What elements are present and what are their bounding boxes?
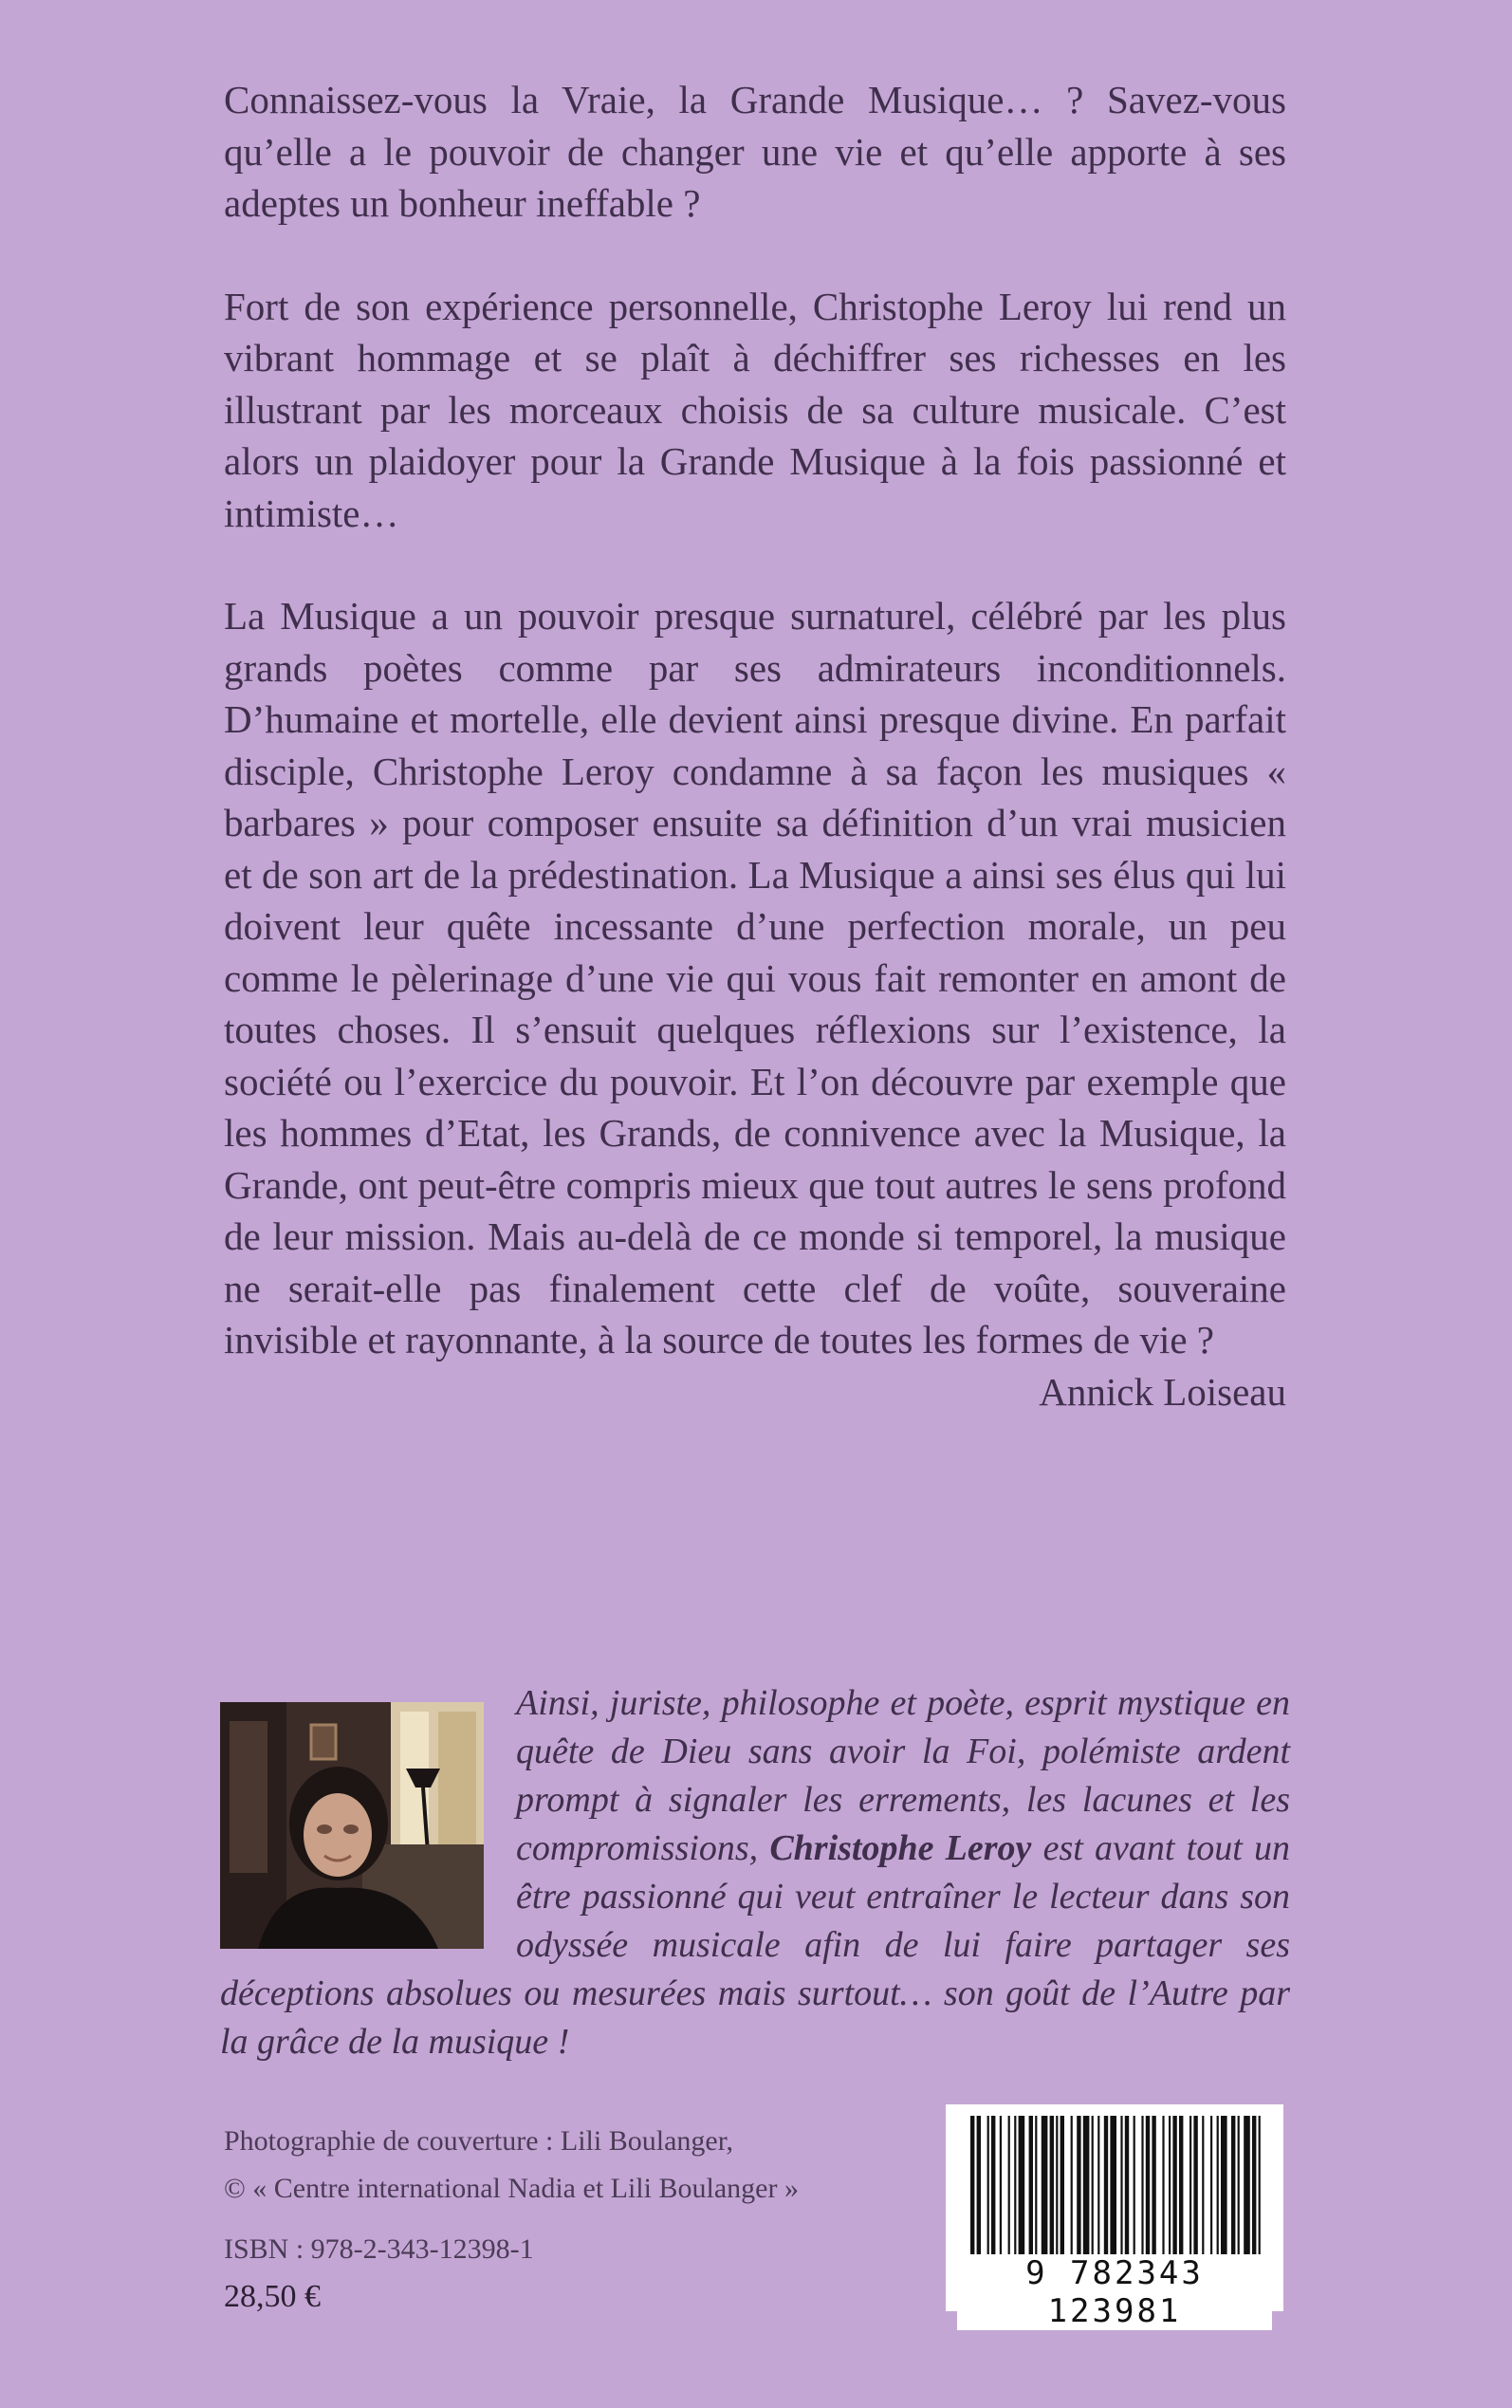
- barcode-bar: [1231, 2116, 1235, 2254]
- blurb-paragraph-1: Connaissez-vous la Vraie, la Grande Musique… ? Savez-vous qu’elle a le pouvoir de changer une vie et qu’elle apporte à ses adeptes un bonheur ineffable ?: [224, 78, 1286, 225]
- barcode-bar: [1110, 2116, 1116, 2254]
- blurb-paragraph-3: La Musique a un pouvoir presque surnaturel, célébré par les plus grands poètes comme par ses admirateurs inconditionnels. D’humaine et mortelle, elle devient ainsi presque divine. En parfait disciple, Christophe Leroy condamne à sa façon les musiques « barbares » pour composer ensuite sa définition d’un vrai musicien et de son art de la prédestination. La Musique a ainsi ses élus qui lui doivent leur quête incessante d’une perfection morale, un peu comme le pèlerinage d’une vie qui vous fait remonter en amont de toutes choses. Il s’ensuit quelques réflexions sur l’existence, la société ou l’exercice du pouvoir. Et l’on découvre par exemple que les hommes d’Etat, les Grands, de connivence avec la Musique, la Grande, ont peut-être compris mieux que tout autres le sens profond de leur mission. Mais au-delà de ce monde si temporel, la musique ne serait-elle pas finalement cette clef de voûte, souveraine invisible et rayonnante, à la source de toutes les formes de vie ?: [224, 594, 1286, 1361]
- author-name: Christophe Leroy: [769, 1828, 1032, 1868]
- barcode-bar: [1141, 2116, 1143, 2254]
- barcode-bar: [970, 2116, 974, 2254]
- barcode-bar: [1221, 2116, 1227, 2254]
- barcode-bar: [977, 2116, 981, 2254]
- author-portrait-image: [220, 1702, 484, 1949]
- barcode-bar: [1077, 2116, 1080, 2254]
- author-bio-section: [220, 1679, 1290, 2066]
- barcode-bar: [1092, 2116, 1094, 2254]
- barcode-bar: [1120, 2116, 1122, 2254]
- barcode-bar: [1152, 2116, 1155, 2254]
- barcode-bar: [1042, 2116, 1048, 2254]
- barcode-bar: [1202, 2116, 1204, 2254]
- barcode-bar: [1217, 2116, 1219, 2254]
- blurb-paragraph-2: Fort de son expérience personnelle, Christophe Leroy lui rend un vibrant hommage et se plaît à déchiffrer ses richesses en les illustrant par les morceaux choisis de sa culture musicale. C’est alors un plaidoyer pour la Grande Musique à la fois passionné et intimiste…: [224, 284, 1286, 535]
- blurb-signature: Annick Loiseau: [1039, 1369, 1286, 1414]
- barcode-bar: [1071, 2116, 1073, 2254]
- barcode-bar: [1244, 2116, 1250, 2254]
- barcode-bar: [1179, 2116, 1183, 2254]
- barcode-bar: [987, 2116, 989, 2254]
- barcode-bar: [1134, 2116, 1135, 2254]
- barcode-bar: [1019, 2116, 1025, 2254]
- barcode-bar: [1252, 2116, 1256, 2254]
- barcode-bar: [1083, 2116, 1090, 2254]
- barcode-bar: [1125, 2116, 1129, 2254]
- barcode-bar: [1050, 2116, 1054, 2254]
- barcode-bar: [1029, 2116, 1033, 2254]
- credits-section: [224, 2118, 907, 2321]
- barcode-digits: 9 782343 123981: [957, 2254, 1272, 2330]
- barcode-bar: [1035, 2116, 1037, 2254]
- barcode-bar: [1008, 2116, 1010, 2254]
- barcode-bar: [1104, 2116, 1108, 2254]
- barcode-bar: [1000, 2116, 1002, 2254]
- author-bio-conclusion: est avant tout un être passionné qui veut entraîner le lecteur dans son odyssée musicale afin de lui faire partager ses déceptions absolues ou mesurées mais surtout… son goût de l’Autre par la grâce de la musique !: [220, 1828, 1290, 2062]
- barcode-bar: [1162, 2116, 1164, 2254]
- isbn-barcode: [946, 2104, 1283, 2330]
- price-text: 28,50 €: [224, 2279, 321, 2314]
- photo-credit-line-2: © « Centre international Nadia et Lili Boulanger »: [224, 2173, 799, 2204]
- barcode-bar: [1060, 2116, 1064, 2254]
- barcode-bar: [1193, 2116, 1197, 2254]
- barcode-bar: [1210, 2116, 1212, 2254]
- author-photo: [220, 1702, 484, 1949]
- barcode-bar: [1146, 2116, 1150, 2254]
- barcode-bar: [1169, 2116, 1171, 2254]
- barcode-bar: [1259, 2116, 1261, 2254]
- barcode-bar: [1189, 2116, 1191, 2254]
- barcode-bar: [991, 2116, 995, 2254]
- isbn-text: ISBN : 978-2-343-12398-1: [224, 2233, 534, 2265]
- barcode-bar: [1014, 2116, 1016, 2254]
- barcode-bar: [1056, 2116, 1058, 2254]
- barcode-bar: [1172, 2116, 1176, 2254]
- barcode-bar: [1097, 2116, 1099, 2254]
- barcode-bar: [1238, 2116, 1240, 2254]
- barcode-bars: [957, 2116, 1272, 2258]
- back-cover-blurb: [224, 74, 1286, 1417]
- photo-credit-line-1: Photographie de couverture : Lili Boulanger,: [224, 2125, 733, 2157]
- author-bio-intro: Ainsi, juriste, philosophe et poète, esprit mystique en quête de Dieu sans avoir la Foi, polémiste ardent prompt à signaler les errements, les lacunes et les compromissions,: [516, 1683, 1290, 1868]
